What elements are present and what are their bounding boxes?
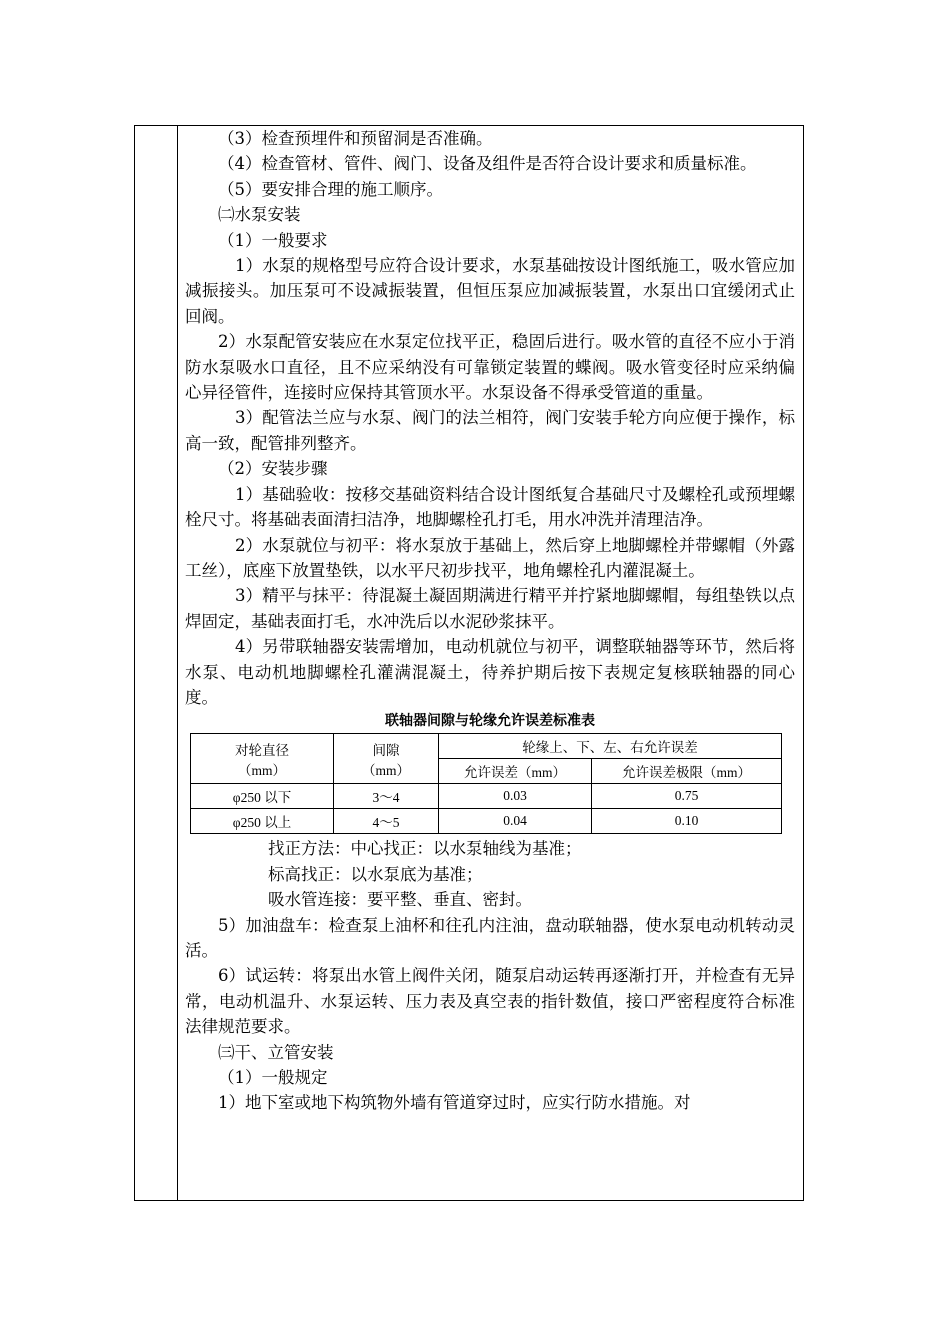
coupling-tolerance-table — [190, 733, 782, 834]
left-column — [135, 126, 178, 1200]
paragraph: （4）检查管材、管件、阀门、设备及组件是否符合设计要求和质量标准。 — [218, 154, 757, 174]
cell-limit: 0.10 — [592, 809, 782, 834]
cell-diameter: φ250 以上 — [191, 809, 334, 834]
paragraph: 3）精平与抹平：待混凝土凝固期满进行精平并拧紧地脚螺帽，每组垫铁以点焊固定，基础表面打毛，水冲洗后以水泥砂浆抹平。 — [185, 586, 795, 631]
header-gap-label: 间隙 — [372, 742, 400, 758]
paragraph: 1）地下室或地下构筑物外墙有管道穿过时，应实行防水措施。对 — [218, 1093, 691, 1113]
header-rim: 轮缘上、下、左、右允许误差 — [439, 734, 782, 759]
paragraph: 5）加油盘车：检查泵上油杯和往孔内注油，盘动联轴器，使水泵电动机转动灵活。 — [185, 915, 795, 960]
top-paragraphs — [185, 126, 795, 710]
header-gap — [334, 734, 439, 784]
document-frame — [134, 125, 804, 1201]
table-row — [191, 809, 782, 834]
paragraph: 1）基础验收：按移交基础资料结合设计图纸复合基础尺寸及螺栓孔或预埋螺栓尺寸。将基础表面清扫洁净，地脚螺栓孔打毛，用水冲洗并清理洁净。 — [185, 484, 795, 530]
paragraph: （1）一般要求 — [218, 230, 328, 250]
paragraph: 3）配管法兰应与水泵、阀门的法兰相符，阀门安装手轮方向应便于操作，标高一致，配管排列整齐。 — [185, 408, 795, 453]
paragraph: ㈡水泵安装 — [218, 205, 301, 225]
paragraph: ㈢干、立管安装 — [218, 1042, 334, 1062]
header-limit: 允许误差极限（mm） — [592, 759, 782, 784]
paragraph: 1）水泵的规格型号应符合设计要求，水泵基础按设计图纸施工，吸水管应加减振接头。加压泵可不设减振装置，但恒压泵应加减振装置，水泵出口宜缓闭式止回阀。 — [185, 256, 795, 326]
cell-limit: 0.75 — [592, 784, 782, 809]
cell-diameter: φ250 以下 — [191, 784, 334, 809]
cell-gap: 3～4 — [334, 784, 439, 809]
paragraph: 2）水泵就位与初平：将水泵放于基础上，然后穿上地脚螺栓并带螺帽（外露工丝），底座下放置垫铁，以水平尺初步找平，地角螺栓孔内灌混凝土。 — [185, 535, 795, 580]
cell-allow: 0.03 — [439, 784, 592, 809]
table-caption: 联轴器间隙与轮缘允许误差标准表 — [385, 713, 595, 730]
paragraph: 6）试运转：将泵出水管上阀件关闭，随泵启动运转再逐渐打开，并检查有无异常，电动机温升、水泵运转、压力表及真空表的指针数值，接口严密程度符合标准法律规范要求。 — [185, 966, 795, 1037]
paragraph: 4）另带联轴器安装需增加，电动机就位与初平，调整联轴器等环节，然后将水泵、电动机地脚螺栓孔灌满混凝土，待养护期后按下表规定复核联轴器的同心度。 — [185, 637, 795, 707]
table-row — [191, 784, 782, 809]
header-allow: 允许误差（mm） — [439, 759, 592, 784]
paragraph: 找正方法：中心找正：以水泵轴线为基准； — [268, 839, 582, 859]
cell-gap: 4～5 — [334, 809, 439, 834]
header-diameter — [191, 734, 334, 784]
paragraph: （5）要安排合理的施工顺序。 — [218, 179, 443, 199]
bottom-paragraphs — [185, 836, 795, 1115]
paragraph: （3）检查预埋件和预留洞是否准确。 — [218, 129, 493, 148]
header-diameter-unit: （mm） — [237, 762, 286, 778]
paragraph: （2）安装步骤 — [218, 459, 328, 479]
paragraph: 标高找正：以水泵底为基准； — [268, 864, 483, 884]
paragraph: 2）水泵配管安装应在水泵定位找平正，稳固后进行。吸水管的直径不应小于消防水泵吸水口直径，且不应采纳没有可靠锁定装置的蝶阀。吸水管变径时应采纳偏心异径管件，连接时应保持其管顶水平。水泵设备不得承受管道的重量。 — [185, 332, 795, 403]
header-diameter-label: 对轮直径 — [235, 742, 289, 758]
header-gap-unit: （mm） — [361, 762, 410, 778]
paragraph: 吸水管连接：要平整、垂直、密封。 — [268, 890, 532, 910]
content-cell — [179, 126, 803, 1116]
cell-allow: 0.04 — [439, 809, 592, 834]
paragraph: （1）一般规定 — [218, 1068, 328, 1087]
